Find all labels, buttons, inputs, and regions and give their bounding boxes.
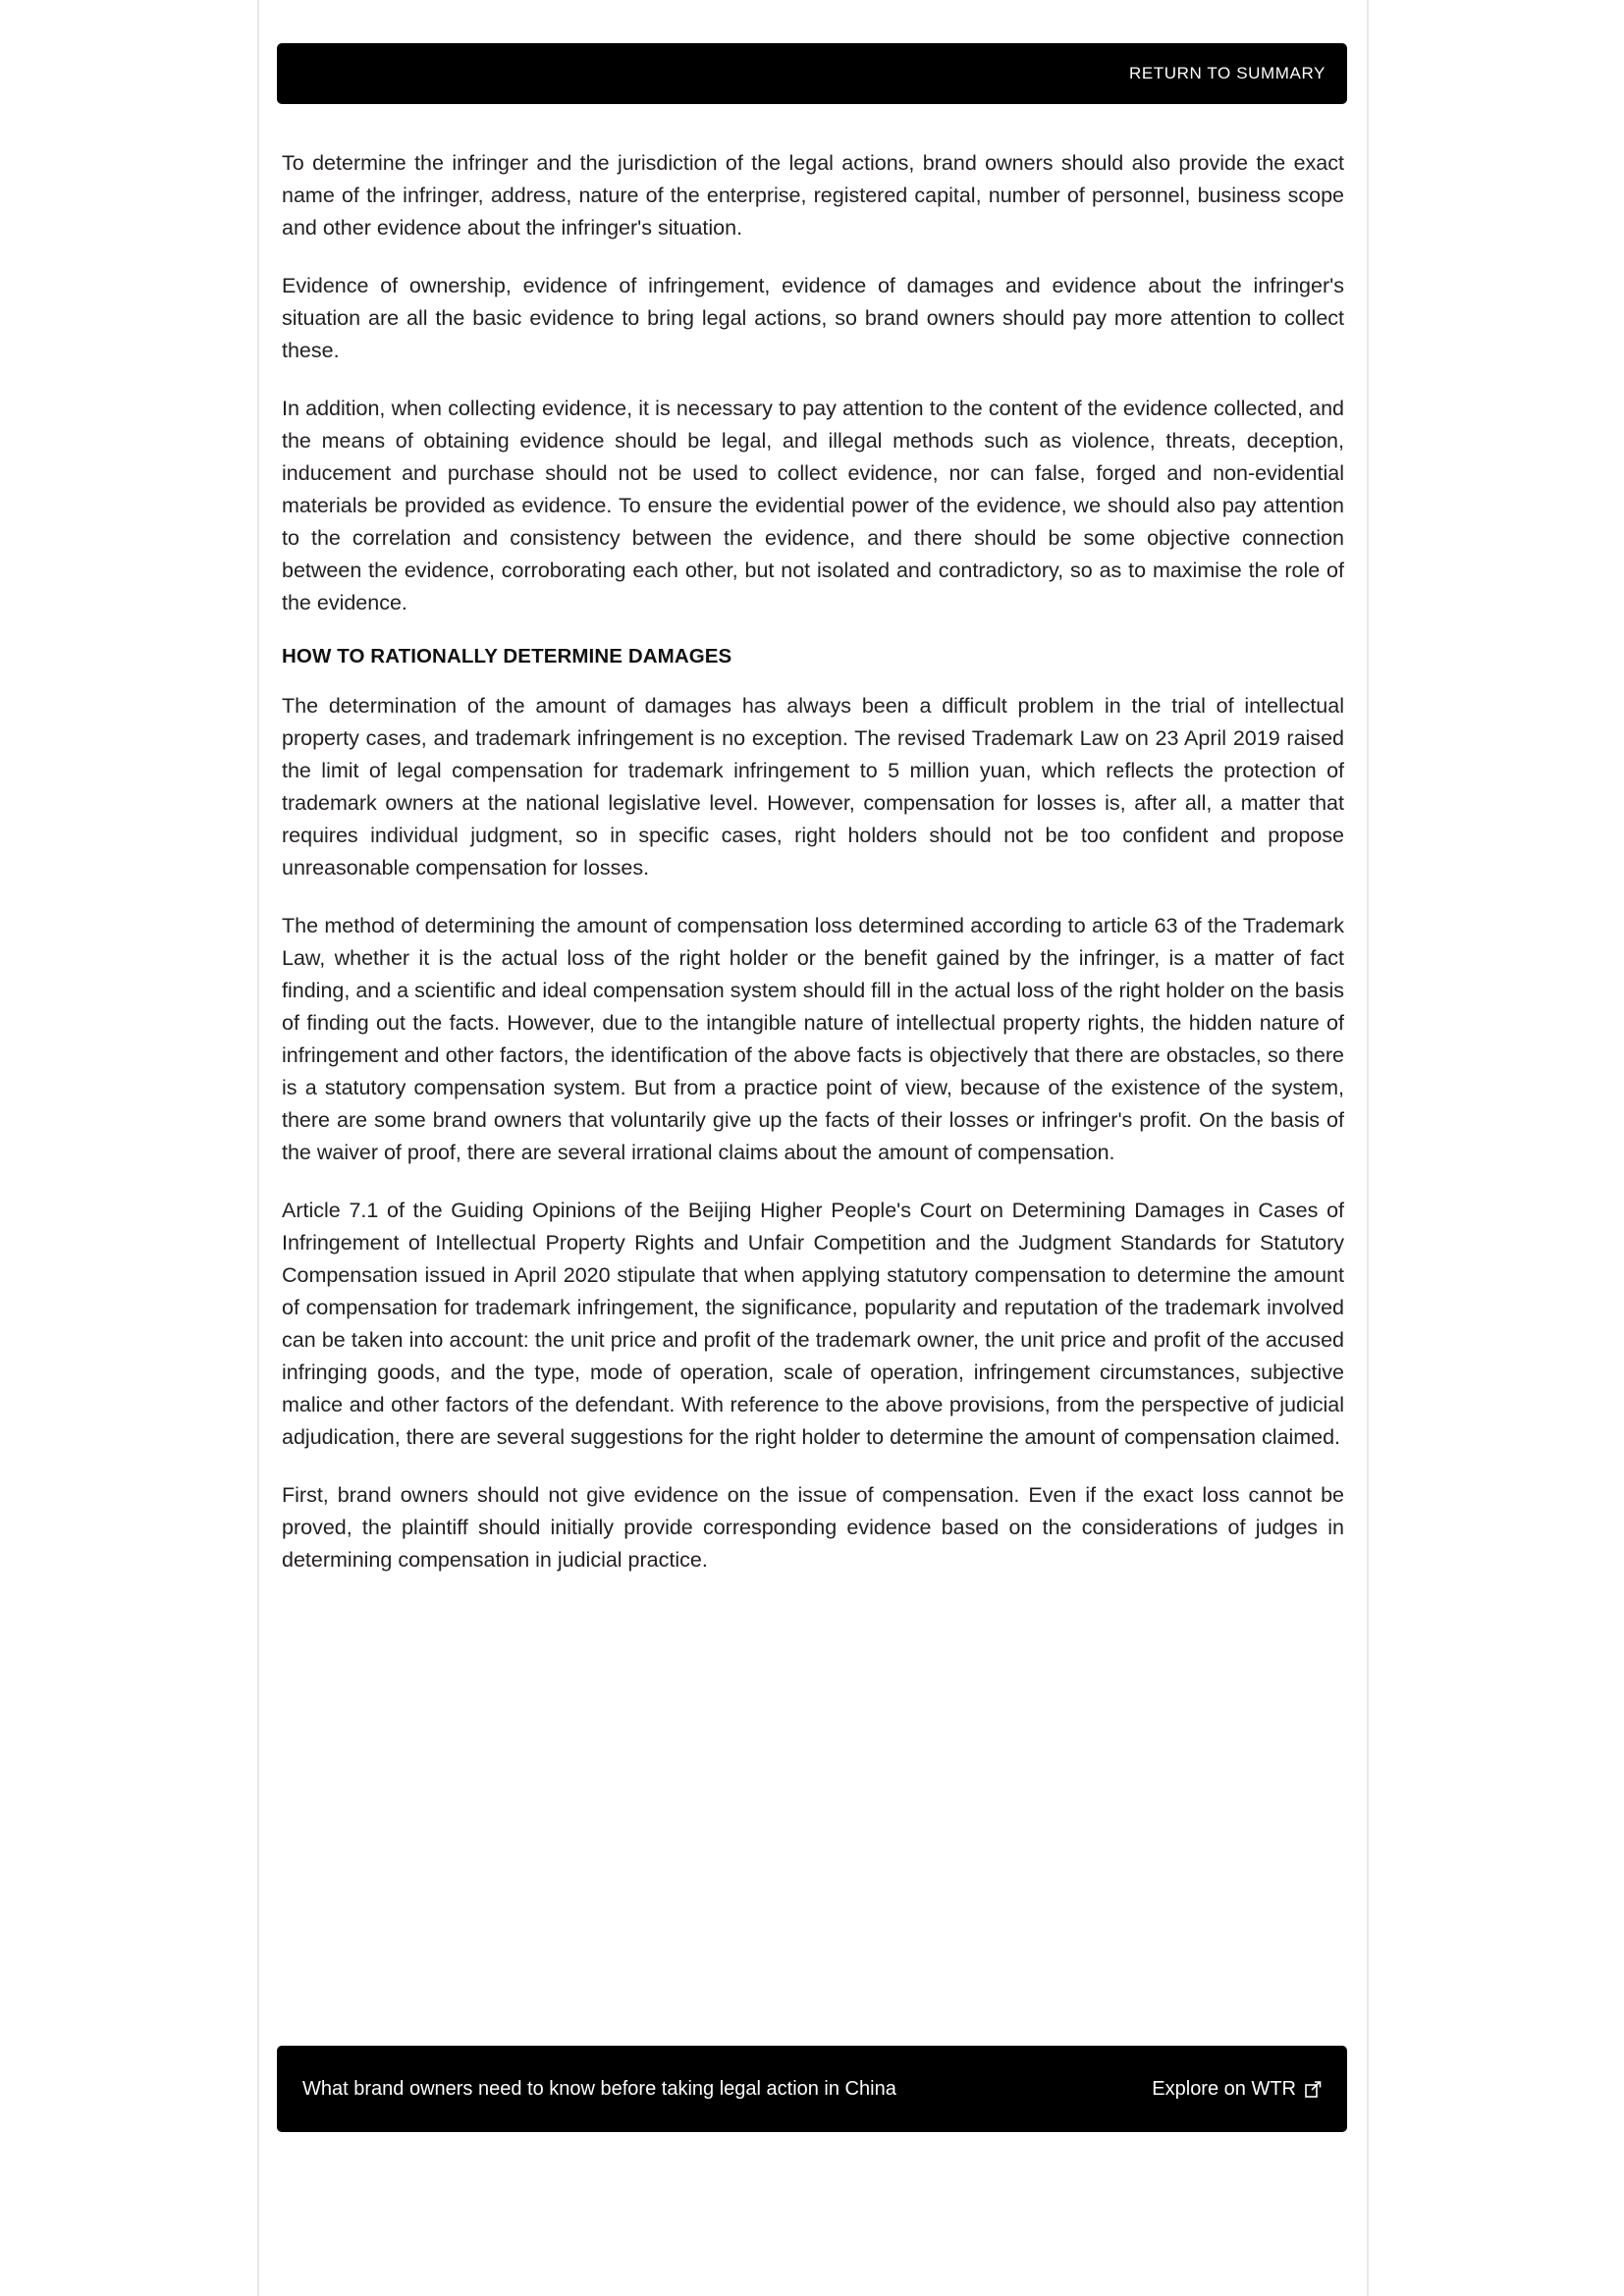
paragraph: First, brand owners should not give evidence on the issue of compensation. Even if the exact loss cannot be proved, the plaintiff should initially provide corresponding evidence based on the considerations of judges in determining compensation in judicial practice.	[282, 1483, 1344, 1572]
return-to-summary-bar[interactable]	[277, 43, 1347, 104]
return-to-summary-label: RETURN TO SUMMARY	[1128, 64, 1326, 82]
paragraph: The determination of the amount of damages has always been a difficult problem in the trial of intellectual property cases, and trademark infringement is no exception. The revised Trademark Law on 23 April 2019 raised the limit of legal compensation for trademark infringement to 5 million yuan, which reflects the protection of trademark owners at the national legislative level. However, compensation for losses is, after all, a matter that requires individual judgment, so in specific cases, right holders should not be too confident and propose unreasonable compensation for losses.	[282, 694, 1344, 880]
article-footer-bar[interactable]	[277, 2046, 1347, 2132]
explore-on-wtr-label: Explore on WTR	[1152, 2077, 1296, 2100]
external-link-icon	[1305, 2081, 1322, 2098]
paragraph: The method of determining the amount of compensation loss determined according to article 63 of the Trademark Law, whether it is the actual loss of the right holder or the benefit gained by the infringer, is a matter of fact finding, and a scientific and ideal compensation system should fill in the actual loss of the right holder on the basis of finding out the facts. However, due to the intangible nature of intellectual property rights, the hidden nature of infringement and other factors, the identification of the above facts is objectively that there are obstacles, so there is a statutory compensation system. But from a practice point of view, because of the existence of the system, there are some brand owners that voluntarily give up the facts of their losses or infringer's profit. On the basis of the waiver of proof, there are several irrational claims about the amount of compensation.	[282, 914, 1344, 1164]
explore-on-wtr-button[interactable]	[1152, 2078, 1347, 2101]
page-edge-right	[1367, 0, 1369, 2296]
article-title: What brand owners need to know before taking legal action in China	[302, 2077, 896, 2100]
article-body	[269, 147, 1357, 1602]
paragraph: To determine the infringer and the jurisdiction of the legal actions, brand owners should also provide the exact name of the infringer, address, nature of the enterprise, registered capital, number of personnel, business scope and other evidence about the infringer's situation.	[282, 151, 1344, 240]
paragraph: In addition, when collecting evidence, it is necessary to pay attention to the content of the evidence collected, and the means of obtaining evidence should be legal, and illegal methods such as violence, threats, deception, inducement and purchase should not be used to collect evidence, nor can false, forged and non-evidential materials be provided as evidence. To ensure the evidential power of the evidence, we should also pay attention to the correlation and consistency between the evidence, and there should be some objective connection between the evidence, corroborating each other, but not isolated and contradictory, so as to maximise the role of the evidence.	[282, 397, 1344, 614]
section-heading: HOW TO RATIONALLY DETERMINE DAMAGES	[282, 645, 732, 667]
paragraph: Article 7.1 of the Guiding Opinions of the Beijing Higher People's Court on Determining Damages in Cases of Infringement of Intellectual Property Rights and Unfair Competition and the Judgment Standards for Statutory Compensation issued in April 2020 stipulate that when applying statutory compensation to determine the amount of compensation for trademark infringement, the significance, popularity and reputation of the trademark involved can be taken into account: the unit price and profit of the trademark owner, the unit price and profit of the accused infringing goods, and the type, mode of operation, scale of operation, infringement circumstances, subjective malice and other factors of the defendant. With reference to the above provisions, from the perspective of judicial adjudication, there are several suggestions for the right holder to determine the amount of compensation claimed.	[282, 1199, 1344, 1449]
paragraph: Evidence of ownership, evidence of infringement, evidence of damages and evidence about the infringer's situation are all the basic evidence to bring legal actions, so brand owners should pay more attention to collect these.	[282, 274, 1344, 362]
page-content	[259, 0, 1367, 2296]
